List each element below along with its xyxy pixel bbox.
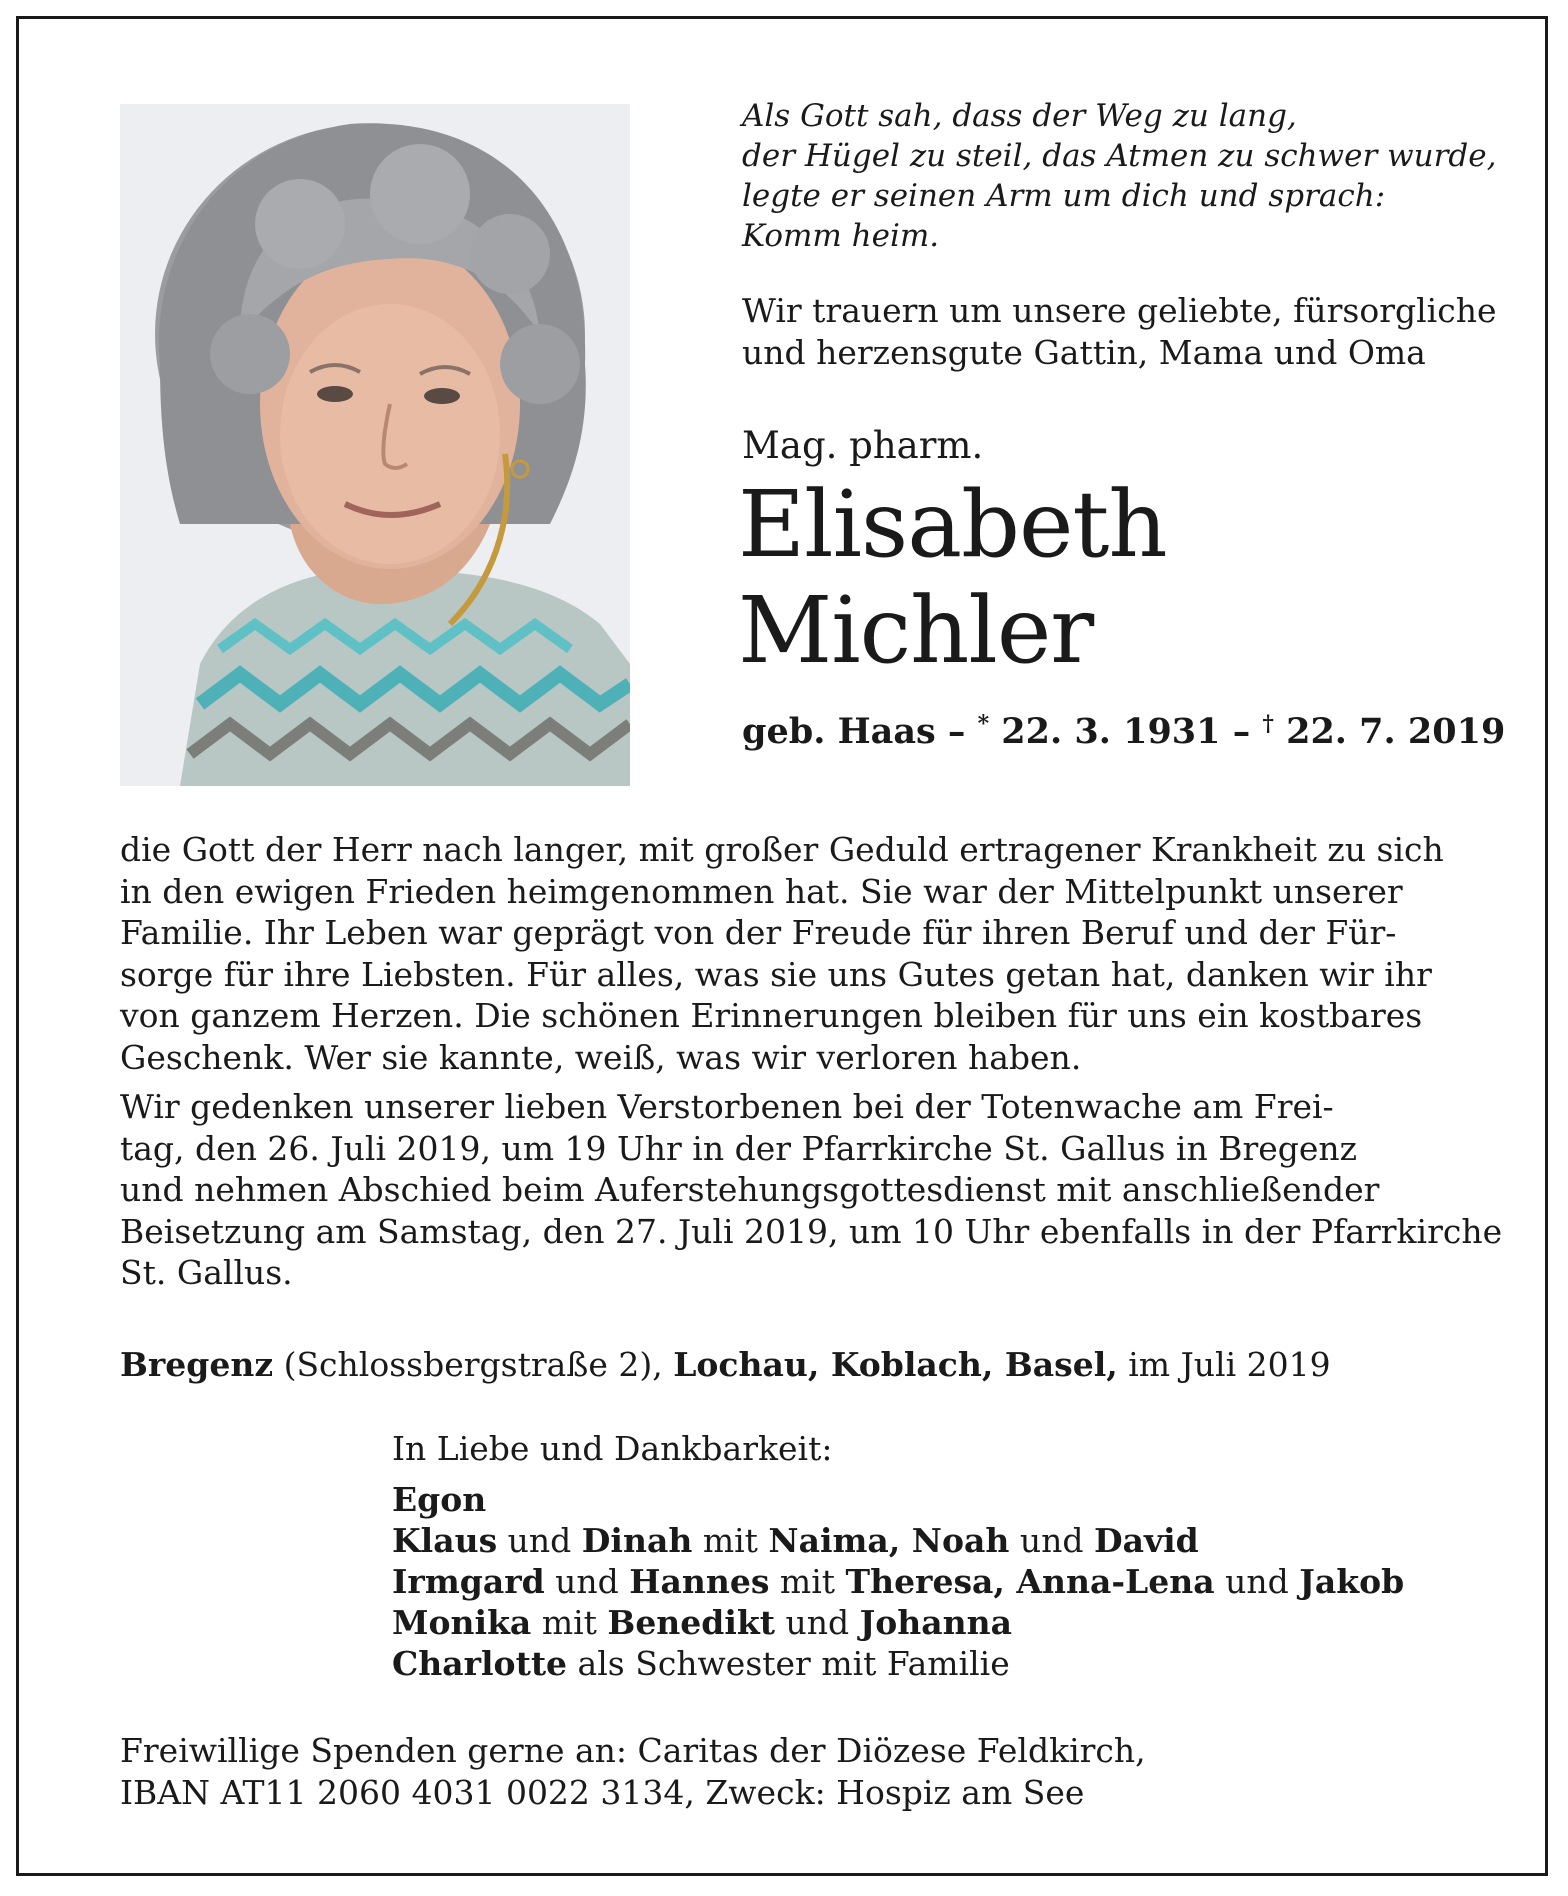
family-member: Naima, Noah bbox=[768, 1521, 1010, 1560]
family-list bbox=[392, 1479, 1404, 1684]
family-line bbox=[392, 1561, 1404, 1602]
family-connector: und bbox=[497, 1521, 582, 1560]
portrait-photo bbox=[120, 104, 630, 786]
family-member: Jakob bbox=[1299, 1562, 1405, 1601]
family-member: David bbox=[1093, 1521, 1199, 1560]
family-member: Irmgard bbox=[392, 1562, 545, 1601]
paragraph-line: Familie. Ihr Leben war geprägt von der Freude für ihren Beruf und der Für- bbox=[120, 913, 1397, 952]
death-date: 22. 7. 2019 bbox=[1273, 711, 1506, 752]
verse-line: der Hügel zu steil, das Atmen zu schwer wurde, bbox=[742, 138, 1497, 174]
place-date: im Juli 2019 bbox=[1117, 1345, 1331, 1384]
header-column bbox=[738, 96, 1506, 754]
paragraph-line: von ganzem Herzen. Die schönen Erinnerungen bleiben für uns ein kostbares bbox=[120, 996, 1423, 1035]
family-connector: und bbox=[1009, 1521, 1094, 1560]
family-member: Egon bbox=[392, 1480, 487, 1519]
family-member: Dinah bbox=[581, 1521, 693, 1560]
family-member: Theresa, Anna-Lena bbox=[845, 1562, 1215, 1601]
paragraph-line: und nehmen Abschied beim Auferstehungsgottesdienst mit anschließender bbox=[120, 1170, 1380, 1209]
thanks-heading: In Liebe und Dankbarkeit: bbox=[392, 1429, 833, 1468]
paragraph-line: Geschenk. Wer sie kannte, weiß, was wir verloren haben. bbox=[120, 1037, 1082, 1077]
family-line bbox=[392, 1643, 1404, 1684]
donation-line: IBAN AT11 2060 4031 0022 3134, Zweck: Hospiz am See bbox=[120, 1773, 1085, 1812]
family-connector: und bbox=[1214, 1562, 1300, 1601]
family-member: Klaus bbox=[392, 1521, 498, 1560]
paragraph-line: St. Gallus. bbox=[120, 1253, 293, 1292]
intro-line: Wir trauern um unsere geliebte, fürsorgliche bbox=[742, 291, 1497, 330]
academic-title: Mag. pharm. bbox=[742, 424, 984, 467]
dates-separator: – bbox=[1220, 711, 1263, 752]
verse-line: Als Gott sah, dass der Weg zu lang, bbox=[742, 98, 1297, 134]
family-member: Charlotte bbox=[392, 1644, 568, 1683]
family-connector: und bbox=[775, 1603, 860, 1642]
paragraph-line: die Gott der Herr nach langer, mit großer Geduld ertragener Krankheit zu sich bbox=[120, 830, 1444, 869]
intro-line: und herzensgute Gattin, Mama und Oma bbox=[742, 333, 1426, 372]
donation-line: Freiwillige Spenden gerne an: Caritas der Diözese Feldkirch, bbox=[120, 1731, 1146, 1770]
obituary-paragraph bbox=[120, 829, 1450, 1078]
first-name: Elisabeth bbox=[738, 471, 1167, 578]
paragraph-line: Wir gedenken unserer lieben Verstorbenen bei der Totenwache am Frei- bbox=[120, 1087, 1334, 1126]
family-connector: mit bbox=[692, 1521, 769, 1560]
donation-note bbox=[120, 1730, 1146, 1814]
paragraph-line: Beisetzung am Samstag, den 27. Juli 2019, um 10 Uhr ebenfalls in der Pfarrkirche bbox=[120, 1211, 1503, 1251]
family-connector: und bbox=[544, 1562, 630, 1601]
family-member: Johanna bbox=[859, 1603, 1013, 1642]
birth-name: geb. Haas bbox=[742, 711, 936, 752]
funeral-details-paragraph bbox=[120, 1086, 1503, 1294]
dates-separator: – bbox=[935, 711, 978, 752]
mourning-intro bbox=[742, 290, 1497, 374]
deceased-name bbox=[738, 472, 1462, 684]
poem-verse bbox=[742, 96, 1497, 256]
paragraph-line: in den ewigen Frieden heimgenommen hat. Sie war der Mittelpunkt unserer bbox=[120, 871, 1403, 911]
place-other-cities: Lochau, Koblach, Basel, bbox=[673, 1345, 1118, 1384]
paragraph-line: tag, den 26. Juli 2019, um 19 Uhr in der Pfarrkirche St. Gallus in Bregenz bbox=[120, 1128, 1358, 1168]
portrait-illustration bbox=[120, 104, 630, 786]
family-connector: als Schwester mit Familie bbox=[567, 1644, 1010, 1683]
death-cross-mark: † bbox=[1262, 711, 1274, 737]
place-and-date bbox=[120, 1344, 1331, 1386]
verse-line: Komm heim. bbox=[742, 218, 940, 254]
family-member: Benedikt bbox=[607, 1603, 776, 1642]
family-line bbox=[392, 1520, 1404, 1561]
verse-line: legte er seinen Arm um dich und sprach: bbox=[742, 178, 1386, 214]
life-dates bbox=[742, 702, 1506, 754]
place-city: Bregenz bbox=[120, 1345, 274, 1384]
family-line bbox=[392, 1479, 1404, 1520]
family-member: Monika bbox=[392, 1603, 532, 1642]
birth-star-mark: * bbox=[977, 711, 990, 737]
family-connector: mit bbox=[769, 1562, 846, 1601]
last-name: Michler bbox=[738, 577, 1094, 684]
place-address: (Schlossbergstraße 2), bbox=[273, 1345, 674, 1384]
birth-date: 22. 3. 1931 bbox=[989, 711, 1221, 752]
family-member: Hannes bbox=[629, 1562, 770, 1601]
family-line bbox=[392, 1602, 1404, 1643]
family-connector: mit bbox=[531, 1603, 608, 1642]
paragraph-line: sorge für ihre Liebsten. Für alles, was sie uns Gutes getan hat, danken wir ihr bbox=[120, 954, 1432, 994]
